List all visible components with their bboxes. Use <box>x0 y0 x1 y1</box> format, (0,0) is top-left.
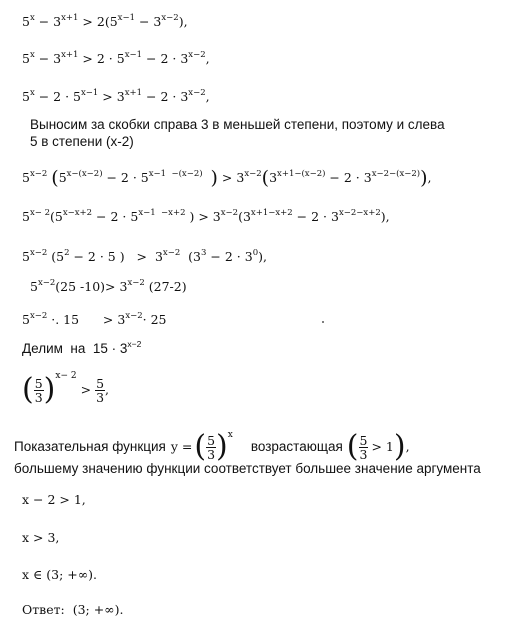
inequality-line-5: $5^{x- 2}(5^{x-x+2} - 2 \cdot 5^{x-1 -x+2}$ ) > $3^{x-2}(3^{x+1-x+2} - 2 \cdot 3^{x-2-x+2})$, <box>22 208 390 224</box>
inequality-line-2: $5^x - 3^{x+1} > 2 \cdot 5^{x-1} - 2 \cdot 3^{x-2}$, <box>22 50 210 66</box>
solution-set-line: x ∈ (3; +∞). <box>22 567 97 582</box>
answer-line <box>22 602 123 618</box>
inequality-line-10: x − 2 > 1, <box>22 492 86 507</box>
inequality-line-8: $5^{x-2}$ ·. 15 > $3^{x-2}\cdot 25$ <box>22 311 167 327</box>
explanation-text-1b: 5 в степени (x-2) <box>30 134 134 149</box>
explanation-text-3: Показательная функция y = ( $\frac{5}{3}$ ) x возрастающая ( $\frac{5}{3}$ > 1 ) , <box>14 429 410 464</box>
inequality-line-6: $5^{x-2}$ ($5^2 - 2 \cdot 5$ ) > $3^{x-2}$ $(3^3 - 2 \cdot 3^0)$, <box>22 248 267 264</box>
inequality-line-7: $5^{x-2}(25$ $-10)> 3^{x-2}$ (27-2) <box>30 278 187 294</box>
explanation-text-1a: Выносим за скобки справа 3 в меньшей степени, поэтому и слева <box>30 117 445 132</box>
stray-dot <box>322 321 324 323</box>
answer-label: Ответ: <box>22 602 65 617</box>
inequality-line-3: $5^x - 2 \cdot 5^{x-1} > 3^{x+1} - 2 \cdot 3^{x-2}$, <box>22 88 210 104</box>
answer-value: (3; +∞). <box>72 602 124 617</box>
explanation-text-3c: большему значению функции соответствует большее значение аргумента <box>14 461 481 476</box>
explanation-text-2: Делим на $15 \cdot 3^{x-2}$ <box>22 339 142 356</box>
fraction-power: ( $\frac{5}{3}$ ) <box>22 372 56 407</box>
inequality-line-11: x > 3, <box>22 530 60 545</box>
inequality-line-4: $5^{x-2}$ ($5^{x-(x-2)} - 2 \cdot 5^{x-1 -(x-2)}$ ) > $3^{x-2}(3^{x+1-(x-2)} - 2 \cdot 3^{x-2-(x-2)})$, <box>22 167 432 189</box>
inequality-line-1: $5^x - 3^{x+1} > 2(5^{x-1} - 3^{x-2})$, <box>22 13 188 29</box>
inequality-line-9: ( $\frac{5}{3}$ ) x− 2 > $\frac{5}{3}$ , <box>22 371 110 407</box>
